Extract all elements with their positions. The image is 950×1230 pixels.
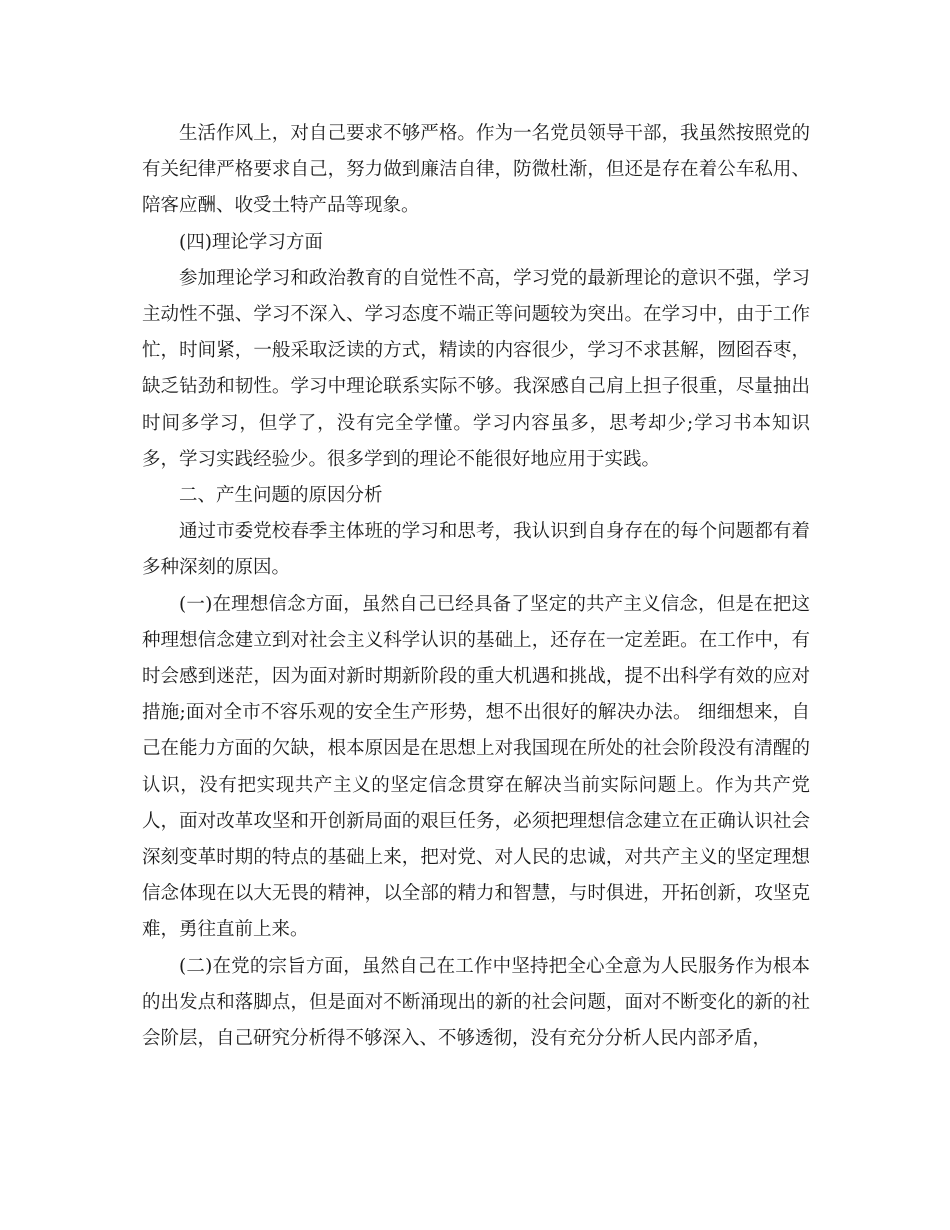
heading-theory-study: (四)理论学习方面 — [179, 231, 323, 253]
paragraph-cause-intro: 通过市委党校春季主体班的学习和思考，我认识到自身存在的每个问题都有着多种深刻的原因。 — [142, 521, 810, 579]
document-body — [142, 116, 810, 1057]
heading-cause-analysis: 二、产生问题的原因分析 — [179, 485, 383, 507]
paragraph-theory-study: 参加理论学习和政治教育的自觉性不高，学习党的最新理论的意识不强，学习主动性不强、学习不深入、学习态度不端正等问题较为突出。在学习中，由于工作忙，时间紧，一般采取泛读的方式，精读的内容很少，学习不求甚解，囫囵吞枣，缺乏钻劲和韧性。学习中理论联系实际不够。我深感自己肩上担子很重，尽量抽出时间多学习，但学了，没有完全学懂。学习内容虽多，思考却少;学习书本知识多，学习实践经验少。很多学到的理论不能很好地应用于实践。 — [142, 267, 810, 470]
paragraph-party-purpose: (二)在党的宗旨方面，虽然自己在工作中坚持把全心全意为人民服务作为根本的出发点和落脚点，但是面对不断涌现出的新的社会问题，面对不断变化的新的社会阶层，自己研究分析得不够深入、不够透彻，没有充分分析人民内部矛盾， — [142, 955, 810, 1050]
paragraph-ideals-beliefs: (一)在理想信念方面，虽然自己已经具备了坚定的共产主义信念，但是在把这种理想信念建立到对社会主义科学认识的基础上，还存在一定差距。在工作中，有时会感到迷茫，因为面对新时期新阶段的重大机遇和挑战，提不出科学有效的应对措施;面对全市不容乐观的安全生产形势，想不出很好的解决办法。 细细想来，自己在能力方面的欠缺，根本原因是在思想上对我国现在所处的社会阶段没有清醒的认识，没有把实现共产主义的坚定信念贯穿在解决当前实际问题上。作为共产党人，面对改革攻坚和开创新局面的艰巨任务，必须把理想信念建立在正确认识社会深刻变革时期的特点的基础上来，把对党、对人民的忠诚，对共产主义的坚定理想信念体现在以大无畏的精神，以全部的精力和智慧，与时俱进，开拓创新，攻坚克难，勇往直前上来。 — [142, 593, 810, 941]
paragraph-lifestyle: 生活作风上，对自己要求不够严格。作为一名党员领导干部，我虽然按照党的有关纪律严格要求自己，努力做到廉洁自律，防微杜渐，但还是存在着公车私用、陪客应酬、收受土特产品等现象。 — [142, 123, 810, 217]
